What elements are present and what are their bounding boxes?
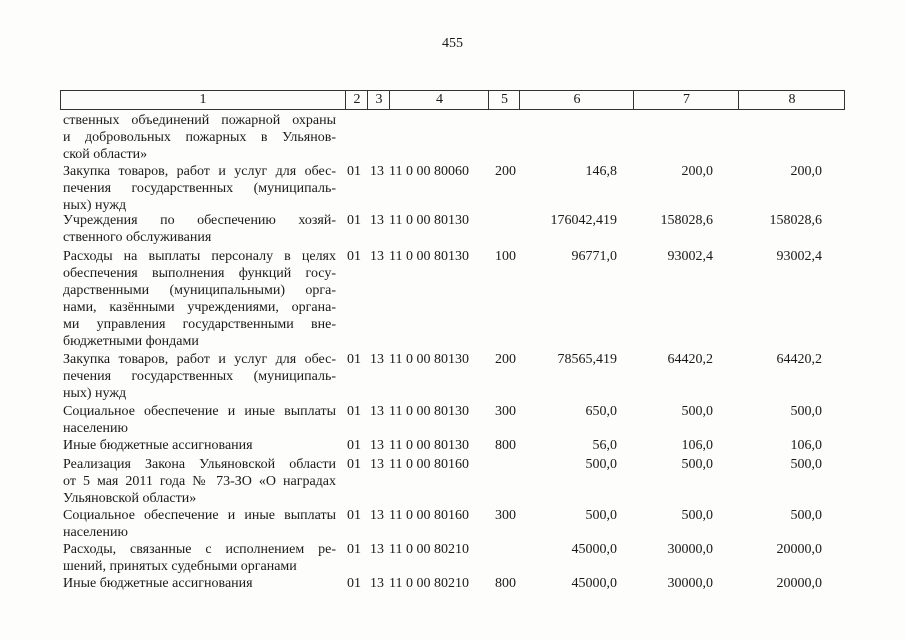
cell-c4: 11 0 00 80160 bbox=[389, 457, 469, 472]
description-line: Ульяновской области» bbox=[63, 491, 197, 506]
cell-c3: 13 bbox=[370, 542, 384, 557]
cell-c3: 13 bbox=[370, 404, 384, 419]
cell-c5: 100 bbox=[495, 249, 516, 264]
description-line: Социальное обеспечение и иные выплаты bbox=[63, 508, 336, 523]
cell-c2: 01 bbox=[347, 457, 361, 472]
header-col-3: 3 bbox=[367, 91, 390, 109]
page-number: 455 bbox=[442, 36, 463, 51]
description-line: печения государственных (муниципаль- bbox=[63, 369, 336, 384]
cell-c3: 13 bbox=[370, 576, 384, 591]
description-line: ственного обслуживания bbox=[63, 230, 212, 245]
description-line: Учреждения по обеспечению хозяй- bbox=[63, 213, 336, 228]
description-line: дарственными (муниципальными) орга- bbox=[63, 283, 336, 298]
row-description bbox=[63, 351, 336, 402]
description-line: Закупка товаров, работ и услуг для обес- bbox=[63, 164, 336, 179]
header-col-6: 6 bbox=[519, 91, 634, 109]
row-description bbox=[63, 575, 336, 592]
cell-c5: 300 bbox=[495, 404, 516, 419]
cell-c8: 500,0 bbox=[790, 404, 822, 419]
description-line: Иные бюджетные ассигнования bbox=[63, 438, 253, 453]
description-line: обеспечения выполнения функций госу- bbox=[63, 266, 336, 281]
cell-c4: 11 0 00 80130 bbox=[389, 438, 469, 453]
cell-c2: 01 bbox=[347, 164, 361, 179]
description-line: Иные бюджетные ассигнования bbox=[63, 576, 253, 591]
description-line: населению bbox=[63, 525, 128, 540]
cell-c2: 01 bbox=[347, 576, 361, 591]
description-line: Расходы, связанные с исполнением ре- bbox=[63, 542, 336, 557]
cell-c5: 300 bbox=[495, 508, 516, 523]
cell-c6: 176042,419 bbox=[550, 213, 617, 228]
row-description bbox=[63, 456, 336, 507]
cell-c3: 13 bbox=[370, 164, 384, 179]
cell-c4: 11 0 00 80130 bbox=[389, 352, 469, 367]
description-line: ственных объединений пожарной охраны bbox=[63, 113, 336, 128]
row-description bbox=[63, 403, 336, 437]
header-col-1: 1 bbox=[199, 92, 207, 107]
cell-c2: 01 bbox=[347, 508, 361, 523]
cell-c7: 30000,0 bbox=[667, 576, 713, 591]
description-line: ми управления государственными вне- bbox=[63, 317, 336, 332]
header-col-8: 8 bbox=[738, 91, 845, 109]
cell-c6: 45000,0 bbox=[571, 542, 617, 557]
row-description bbox=[63, 248, 336, 350]
cell-c8: 20000,0 bbox=[776, 542, 822, 557]
cell-c7: 30000,0 bbox=[667, 542, 713, 557]
cell-c2: 01 bbox=[347, 213, 361, 228]
cell-c2: 01 bbox=[347, 249, 361, 264]
row-description bbox=[63, 212, 336, 246]
row-description bbox=[63, 112, 336, 163]
cell-c3: 13 bbox=[370, 438, 384, 453]
cell-c6: 78565,419 bbox=[557, 352, 617, 367]
description-line: Расходы на выплаты персоналу в целях bbox=[63, 249, 336, 264]
cell-c7: 500,0 bbox=[681, 404, 713, 419]
cell-c3: 13 bbox=[370, 352, 384, 367]
cell-c6: 96771,0 bbox=[571, 249, 617, 264]
cell-c3: 13 bbox=[370, 213, 384, 228]
description-line: населению bbox=[63, 421, 128, 436]
description-line: Реализация Закона Ульяновской области bbox=[63, 457, 336, 472]
cell-c8: 93002,4 bbox=[776, 249, 822, 264]
cell-c8: 20000,0 bbox=[776, 576, 822, 591]
cell-c7: 158028,6 bbox=[660, 213, 713, 228]
description-line: ных) нужд bbox=[63, 198, 127, 213]
cell-c3: 13 bbox=[370, 508, 384, 523]
cell-c7: 64420,2 bbox=[667, 352, 713, 367]
cell-c2: 01 bbox=[347, 438, 361, 453]
cell-c4: 11 0 00 80130 bbox=[389, 249, 469, 264]
cell-c8: 106,0 bbox=[790, 438, 822, 453]
cell-c8: 158028,6 bbox=[769, 213, 822, 228]
row-description bbox=[63, 437, 336, 454]
cell-c6: 650,0 bbox=[585, 404, 617, 419]
description-line: ных) нужд bbox=[63, 386, 127, 401]
cell-c2: 01 bbox=[347, 352, 361, 367]
cell-c2: 01 bbox=[347, 542, 361, 557]
row-description bbox=[63, 163, 336, 214]
cell-c8: 500,0 bbox=[790, 457, 822, 472]
cell-c7: 200,0 bbox=[681, 164, 713, 179]
row-description bbox=[63, 541, 336, 575]
description-line: и добровольных пожарных в Ульянов- bbox=[63, 130, 336, 145]
cell-c3: 13 bbox=[370, 457, 384, 472]
cell-c8: 64420,2 bbox=[776, 352, 822, 367]
cell-c6: 146,8 bbox=[585, 164, 617, 179]
cell-c6: 56,0 bbox=[592, 438, 617, 453]
header-col-7: 7 bbox=[633, 91, 739, 109]
description-line: печения государственных (муниципаль- bbox=[63, 181, 336, 196]
cell-c4: 11 0 00 80060 bbox=[389, 164, 469, 179]
description-line: Закупка товаров, работ и услуг для обес- bbox=[63, 352, 336, 367]
cell-c4: 11 0 00 80130 bbox=[389, 404, 469, 419]
cell-c4: 11 0 00 80210 bbox=[389, 542, 469, 557]
description-line: бюджетными фондами bbox=[63, 334, 199, 349]
header-col-4: 4 bbox=[389, 91, 489, 109]
cell-c6: 45000,0 bbox=[571, 576, 617, 591]
description-line: шений, принятых судебными органами bbox=[63, 559, 297, 574]
description-line: от 5 мая 2011 года № 73-ЗО «О наградах bbox=[63, 474, 336, 489]
cell-c4: 11 0 00 80130 bbox=[389, 213, 469, 228]
header-col-2: 2 bbox=[345, 91, 368, 109]
cell-c5: 200 bbox=[495, 352, 516, 367]
cell-c6: 500,0 bbox=[585, 457, 617, 472]
cell-c7: 500,0 bbox=[681, 457, 713, 472]
cell-c8: 200,0 bbox=[790, 164, 822, 179]
cell-c5: 200 bbox=[495, 164, 516, 179]
table-header bbox=[60, 90, 845, 110]
cell-c5: 800 bbox=[495, 576, 516, 591]
row-description bbox=[63, 507, 336, 541]
cell-c4: 11 0 00 80210 bbox=[389, 576, 469, 591]
cell-c2: 01 bbox=[347, 404, 361, 419]
header-col-5: 5 bbox=[488, 91, 520, 109]
description-line: нами, казёнными учреждениями, органа- bbox=[63, 300, 336, 315]
cell-c3: 13 bbox=[370, 249, 384, 264]
cell-c7: 500,0 bbox=[681, 508, 713, 523]
cell-c8: 500,0 bbox=[790, 508, 822, 523]
cell-c5: 800 bbox=[495, 438, 516, 453]
description-line: ской области» bbox=[63, 147, 148, 162]
description-line: Социальное обеспечение и иные выплаты bbox=[63, 404, 336, 419]
cell-c4: 11 0 00 80160 bbox=[389, 508, 469, 523]
cell-c7: 93002,4 bbox=[667, 249, 713, 264]
cell-c7: 106,0 bbox=[681, 438, 713, 453]
cell-c6: 500,0 bbox=[585, 508, 617, 523]
